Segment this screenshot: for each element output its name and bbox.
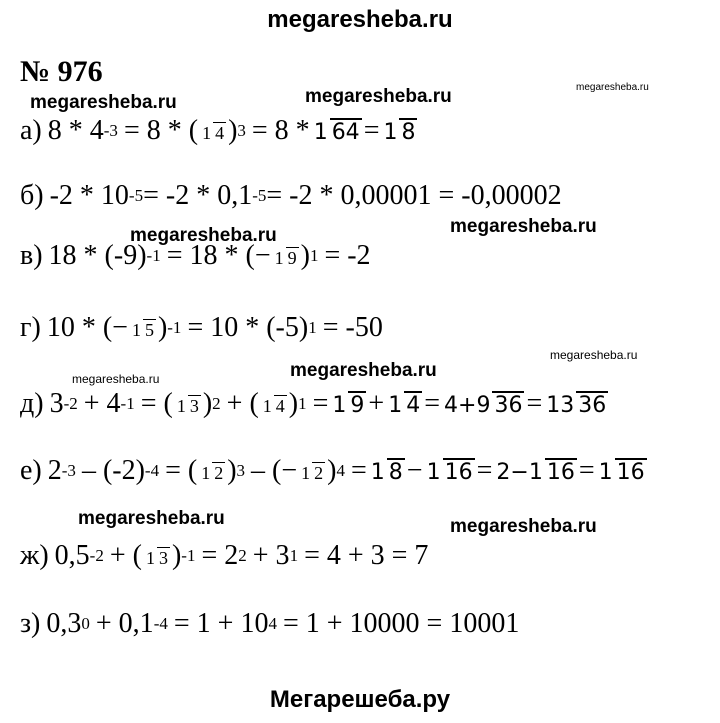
header-watermark[interactable]: megaresheba.ru: [267, 6, 453, 33]
expr-text: + (: [226, 388, 259, 419]
expr-text: =: [312, 388, 329, 419]
line-label: г): [20, 312, 41, 343]
watermark: megaresheba.ru: [78, 508, 225, 529]
solution-line-d: д) 3 -2 + 4 -1 = ( 1 3 ) 2 + ( 1 4 ) 1 = 1 9 + 1 4 = 4+9 36 = 13 36: [20, 388, 607, 419]
expr-text: = 8 * (: [123, 115, 199, 146]
fraction: 1 9: [332, 393, 365, 418]
expr-text: = -2: [324, 240, 371, 271]
line-label: б): [20, 180, 44, 211]
solution-line-z: з) 0,3 0 + 0,1 -4 = 1 + 10 4 = 1 + 10000 = 10001: [20, 608, 520, 639]
solution-line-v: в) 18 * (-9) -1 = 18 * (− 1 9 ) 1 = -2: [20, 240, 371, 271]
fraction: 1 2: [201, 463, 224, 483]
watermark: megaresheba.ru: [450, 216, 597, 237]
fraction: 1 5: [131, 320, 154, 340]
expr-text: =: [476, 455, 493, 486]
expr-text: 18 * (-9): [48, 240, 147, 271]
expr-text: + 0,1: [95, 608, 154, 639]
fraction: 1 3: [145, 548, 168, 568]
fraction: 13 36: [546, 393, 607, 418]
fraction: 1 8: [370, 460, 403, 485]
line-label: д): [20, 388, 44, 419]
fraction: 1 16: [426, 460, 473, 485]
expr-text: −: [406, 455, 423, 486]
solution-line-a: а) 8 * 4 -3 = 8 * ( 1 4 ) 3 = 8 * 1 64 = 1 8: [20, 115, 416, 146]
expr-text: – (−: [251, 455, 298, 486]
solution-line-zh: ж) 0,5 -2 + ( 1 3 ) -1 = 2 2 + 3 1 = 4 + 3 = 7: [20, 540, 429, 571]
expr-text: – (-2): [81, 455, 145, 486]
fraction: 1 3: [176, 396, 199, 416]
watermark: megaresheba.ru: [450, 516, 597, 537]
fraction: 1 8: [383, 120, 416, 145]
fraction: 4+9 36: [444, 393, 523, 418]
watermark: megaresheba.ru: [550, 348, 638, 362]
expr-text: = 4 + 3 = 7: [304, 540, 429, 571]
fraction: 1 16: [598, 460, 645, 485]
expr-text: 10 * (−: [46, 312, 128, 343]
watermark: megaresheba.ru: [576, 82, 649, 93]
fraction: 1 2: [301, 463, 324, 483]
fraction: 1 4: [202, 123, 225, 143]
problem-number: № 976: [20, 55, 103, 88]
expr-text: 8 * 4: [47, 115, 104, 146]
expr-text: 3: [49, 388, 64, 419]
expr-text: = 1 + 10000 = 10001: [282, 608, 520, 639]
expr-text: = (: [165, 455, 198, 486]
solution-line-b: б) -2 * 10 -5 = -2 * 0,1 -5 = -2 * 0,00001 = -0,00002: [20, 180, 562, 211]
line-label: з): [20, 608, 41, 639]
expr-text: =: [578, 455, 595, 486]
expr-text: 0,3: [46, 608, 82, 639]
fraction: 1 4: [388, 393, 421, 418]
line-label: ж): [20, 540, 49, 571]
fraction: 2−1 16: [496, 460, 575, 485]
watermark: megaresheba.ru: [30, 92, 177, 113]
expr-text: = 18 * (−: [166, 240, 271, 271]
fraction: 1 4: [262, 396, 285, 416]
watermark: megaresheba.ru: [130, 225, 277, 246]
expr-text: +: [368, 388, 385, 419]
watermark: megaresheba.ru: [290, 360, 437, 381]
fraction: 1 9: [274, 248, 297, 268]
expr-text: =: [526, 388, 543, 419]
watermark: megaresheba.ru: [305, 86, 452, 107]
solution-line-g: г) 10 * (− 1 5 ) -1 = 10 * (-5) 1 = -50: [20, 312, 383, 343]
expr-text: = -50: [322, 312, 383, 343]
expr-text: + 3: [252, 540, 290, 571]
expr-text: = 8 *: [251, 115, 310, 146]
expr-text: =: [424, 388, 441, 419]
expr-text: 2: [47, 455, 62, 486]
expr-text: =: [363, 115, 380, 146]
expr-text: = 10 * (-5): [187, 312, 309, 343]
expr-text: = 2: [201, 540, 239, 571]
expr-text: = -2 * 0,1: [143, 180, 253, 211]
expr-text: = -2 * 0,00001 = -0,00002: [266, 180, 562, 211]
footer-site-name[interactable]: Мегарешеба.ру: [269, 686, 451, 713]
line-label: е): [20, 455, 42, 486]
expr-text: + 4: [83, 388, 121, 419]
expr-text: -2 * 10: [49, 180, 129, 211]
expr-text: 0,5: [54, 540, 90, 571]
fraction: 1 64: [313, 120, 360, 145]
expr-text: =: [351, 455, 367, 486]
line-label: а): [20, 115, 42, 146]
watermark: megaresheba.ru: [72, 372, 160, 386]
expr-text: = (: [140, 388, 173, 419]
expr-text: + (: [109, 540, 142, 571]
line-label: в): [20, 240, 43, 271]
solution-line-e: е) 2 -3 – (-2) -4 = ( 1 2 ) 3 – (− 1 2 ) 4 = 1 8 − 1 16 = 2−1 16 = 1 16: [20, 455, 645, 486]
expr-text: = 1 + 10: [173, 608, 269, 639]
